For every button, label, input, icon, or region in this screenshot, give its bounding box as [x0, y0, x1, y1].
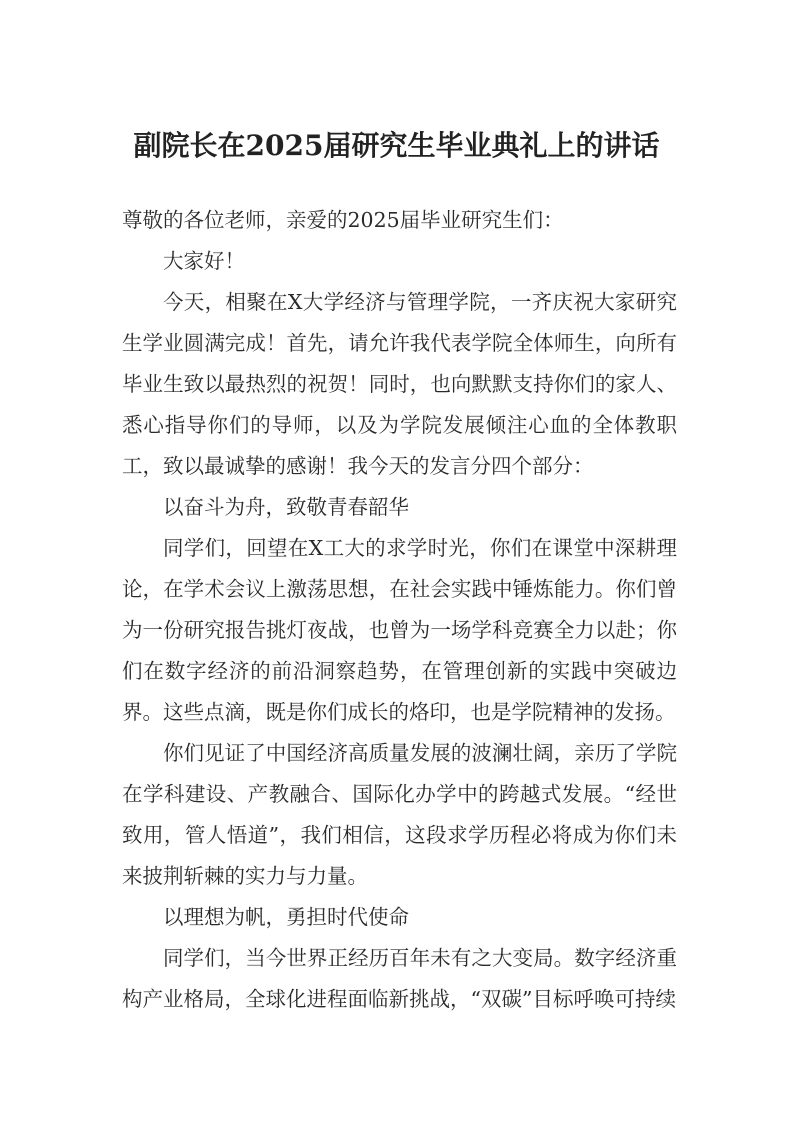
document-body — [122, 200, 677, 1020]
salutation: 尊敬的各位老师，亲爱的2025届毕业研究生们： — [122, 208, 564, 232]
greeting: 大家好！ — [163, 249, 245, 273]
paragraph: 你们见证了中国经济高质量发展的波澜壮阔，亲历了学院在学科建设、产教融合、国际化办学中的跨越式发展。“经世致用，管人悟道”，我们相信，这段求学历程必将成为你们未来披荆斩棘的实力与力量。 — [122, 741, 677, 888]
paragraph: 今天，相聚在X大学经济与管理学院，一齐庆祝大家研究生学业圆满完成！首先，请允许我代表学院全体师生，向所有毕业生致以最热烈的祝贺！同时，也向默默支持你们的家人、悉心指导你们的导师，以及为学院发展倾注心血的全体教职工，致以最诚挚的感谢！我今天的发言分四个部分： — [122, 290, 677, 478]
section-heading: 以奋斗为舟，致敬青春韶华 — [163, 495, 409, 519]
section-heading: 以理想为帆，勇担时代使命 — [163, 905, 409, 929]
paragraph: 同学们，当今世界正经历百年未有之大变局。数字经济重构产业格局，全球化进程面临新挑战，“双碳”目标呼唤可持续 — [122, 946, 677, 1011]
paragraph: 同学们，回望在X工大的求学时光，你们在课堂中深耕理论，在学术会议上激荡思想，在社会实践中锤炼能力。你们曾为一份研究报告挑灯夜战，也曾为一场学科竞赛全力以赴；你们在数字经济的前沿洞察趋势，在管理创新的实践中突破边界。这些点滴，既是你们成长的烙印，也是学院精神的发扬。 — [122, 536, 677, 724]
document-title: 副院长在2025届研究生毕业典礼上的讲话 — [133, 129, 660, 162]
